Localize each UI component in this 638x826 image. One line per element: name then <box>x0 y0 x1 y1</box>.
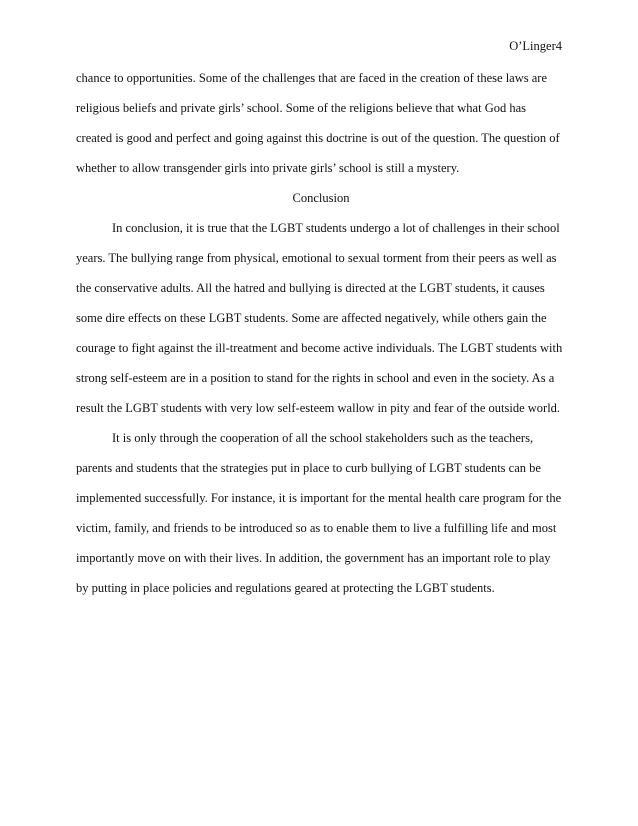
paragraph-line: whether to allow transgender girls into private girls’ school is still a mystery. <box>76 161 460 175</box>
paragraph-line: some dire effects on these LGBT students. Some are affected negatively, while others gain the <box>76 311 547 325</box>
paragraph-line: victim, family, and friends to be introduced so as to enable them to live a fulfilling life and most <box>76 521 557 535</box>
paragraph-line: courage to fight against the ill-treatment and become active individuals. The LGBT students with <box>76 341 563 355</box>
paragraph-line: importantly move on with their lives. In addition, the government has an important role to play <box>76 551 551 565</box>
paragraph-line: strong self-esteem are in a position to stand for the rights in school and even in the society. As a <box>76 371 555 385</box>
paragraph-line: the conservative adults. All the hatred and bullying is directed at the LGBT students, it causes <box>76 281 545 295</box>
paragraph-line: It is only through the cooperation of all the school stakeholders such as the teachers, <box>112 431 534 445</box>
paragraph-line: implemented successfully. For instance, it is important for the mental health care program for the <box>76 491 562 505</box>
paragraph-line: result the LGBT students with very low self-esteem wallow in pity and fear of the outside world. <box>76 401 561 415</box>
paragraph-line: religious beliefs and private girls’ school. Some of the religions believe that what God has <box>76 101 527 115</box>
paragraph-line: In conclusion, it is true that the LGBT students undergo a lot of challenges in their school <box>112 221 560 235</box>
section-heading-conclusion: Conclusion <box>292 191 350 205</box>
paragraph-line: created is good and perfect and going against this doctrine is out of the question. The question of <box>76 131 560 145</box>
paragraph-line: parents and students that the strategies put in place to curb bullying of LGBT students can be <box>76 461 541 475</box>
document-body <box>76 63 566 603</box>
paragraph-line: years. The bullying range from physical, emotional to sexual torment from their peers as well as <box>76 251 557 265</box>
running-header: O’Linger4 <box>509 39 562 53</box>
paragraph-line: by putting in place policies and regulations geared at protecting the LGBT students. <box>76 581 495 595</box>
paragraph-line: chance to opportunities. Some of the challenges that are faced in the creation of these laws are <box>76 71 547 85</box>
